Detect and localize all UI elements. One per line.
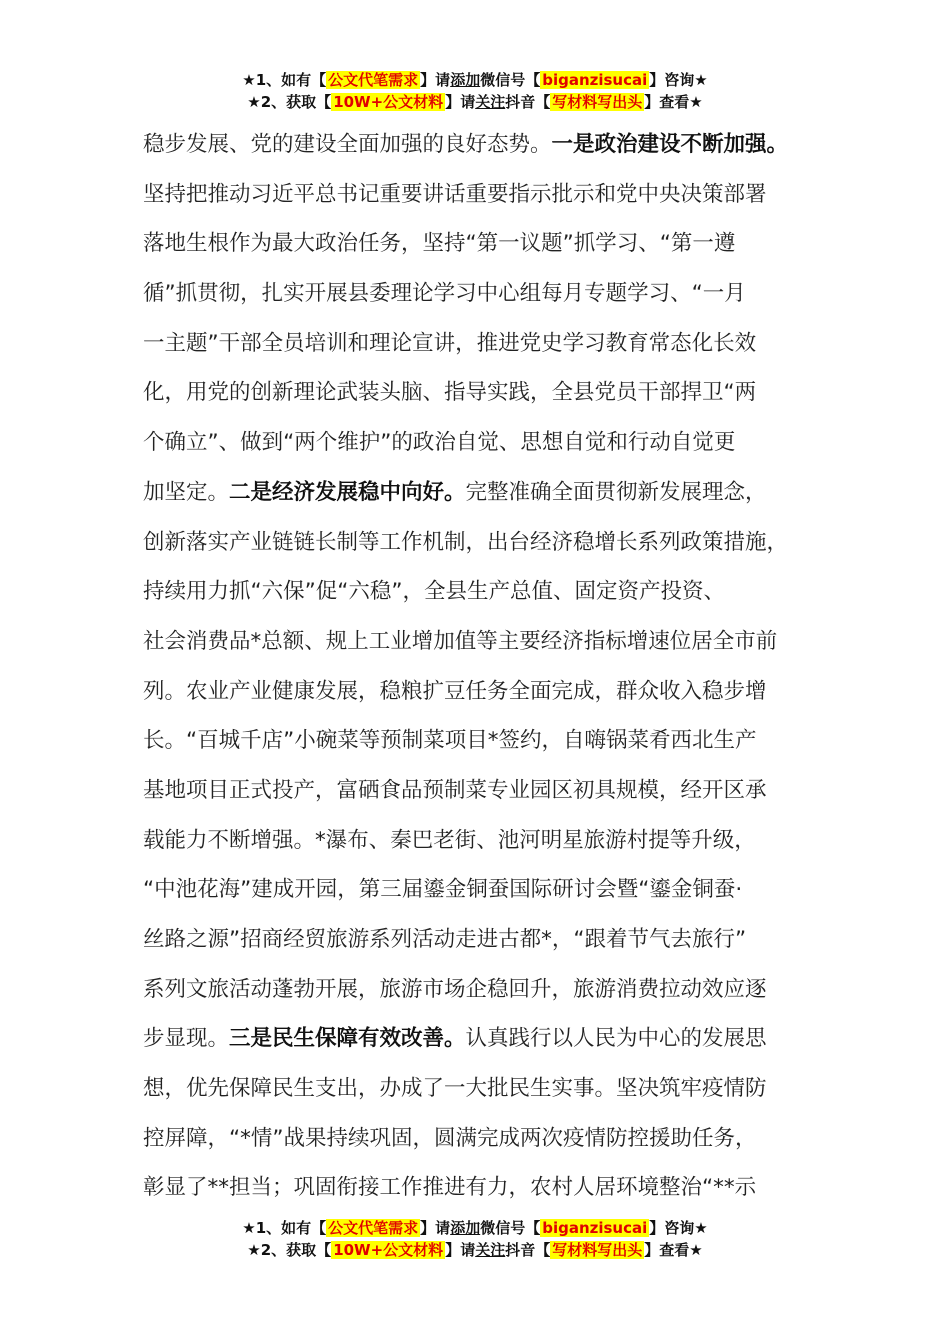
bold-heading: 一是政治建设不断加强。 [551,132,789,157]
text-run: 循”抓贯彻，扎实开展县委理论学习中心组每月专题学习、“一月 [143,281,746,307]
banner-text: ★1、如有【 [242,1219,327,1237]
highlight-douyin: 写材料写出头 [552,93,643,111]
text-line [143,518,833,568]
text-run: 载能力不断增强。*瀑布、秦巴老街、池河明星旅游村提等升级， [143,827,756,853]
text-run: 持续用力抓“六保”促“六稳”，全县生产总值、固定资产投资、 [143,579,726,605]
text-run: 完整准确全面贯彻新发展理念， [465,479,767,505]
text-line [143,766,833,816]
banner-underlined-text: 关注 [475,1241,506,1259]
highlight-wechat-id: biganzisucai [542,71,648,89]
banner-text: ★2、获取【 [247,1241,332,1259]
banner-line-1 [0,1218,950,1240]
banner-text: ★2、获取【 [247,93,332,111]
text-run: 一主题”干部全员培训和理论宣讲，推进党史学习教育常态化长效 [143,330,757,356]
text-run: 列。农业产业健康发展，稳粮扩豆任务全面完成，群众收入稳步增 [143,678,767,704]
highlight-materials: 10W+公文材料 [333,1241,444,1259]
banner-line-1 [0,70,950,92]
highlight-douyin: 写材料写出头 [552,1241,643,1259]
text-run: 化，用党的创新理论武装头脑、指导实践，全县党员干部捍卫“两 [143,380,757,406]
text-line [143,1014,833,1064]
text-line [143,468,833,518]
bold-heading: 三是民生保障有效改善。 [229,1026,466,1052]
text-run: 落地生根作为最大政治任务，坚持“第一议题”抓学习、“第一遵 [143,231,736,257]
text-run: 坚持把推动习近平总书记重要讲话重要指示批示和党中央决策部署 [143,181,767,207]
banner-line-2 [0,1240,950,1262]
banner-text: 】请 [445,1241,476,1259]
banner-text: 抖音【 [505,93,551,111]
highlight-service: 公文代笔需求 [328,1219,419,1237]
body-text [143,120,833,1213]
banner-underlined-text: 添加 [450,71,481,89]
text-run: 彰显了**担当；巩固衔接工作推进有力，农村人居环境整治“**示 [143,1175,757,1201]
text-run: 丝路之源”招商经贸旅游系列活动走进古都*，“跟着节气去旅行” [143,927,747,952]
text-line [143,617,833,667]
highlight-materials: 10W+公文材料 [333,93,444,111]
text-run: 加坚定。 [143,479,230,505]
banner-text: 】咨询★ [649,1219,708,1237]
banner-text: 】查看★ [644,93,703,111]
banner-line-2 [0,92,950,114]
text-line [143,319,833,369]
banner-text: 】请 [445,93,476,111]
text-run: 基地项目正式投产，富硒食品预制菜专业园区初具规模，经开区承 [143,777,767,803]
text-line [143,667,833,717]
text-run: 创新落实产业链链长制等工作机制，出台经济稳增长系列政策措施， [143,529,789,555]
text-line [143,716,833,766]
text-line [143,219,833,269]
banner-text: 抖音【 [505,1241,551,1259]
banner-text: 】查看★ [644,1241,703,1259]
footer-banner [0,1218,950,1262]
banner-text: ★1、如有【 [242,71,327,89]
text-line [143,965,833,1015]
text-line [143,368,833,418]
text-line [143,567,833,617]
text-line [143,170,833,220]
bold-heading: 二是经济发展稳中向好。 [229,479,466,505]
banner-text: 微信号【 [480,71,541,89]
text-run: 想，优先保障民生支出，办成了一大批民生实事。坚决筑牢疫情防 [143,1076,767,1102]
banner-text: 微信号【 [480,1219,541,1237]
banner-text: 】咨询★ [649,71,708,89]
highlight-wechat-id: biganzisucai [542,1219,648,1237]
header-banner [0,70,950,114]
text-line [143,269,833,319]
text-run: “中池花海”建成开园，第三届鎏金铜蚕国际研讨会暨“鎏金铜蚕· [143,877,743,903]
text-run: 长。“百城千店”小碗菜等预制菜项目*签约，自嗨锅菜肴西北生产 [143,728,757,754]
text-run: 控屏障，“*情”战果持续巩固，圆满完成两次疫情防控援助任务， [143,1125,757,1151]
text-run: 社会消费品*总额、规上工业增加值等主要经济指标增速位居全市前 [143,628,778,654]
text-line [143,120,833,170]
text-run: 个确立”、做到“两个维护”的政治自觉、思想自觉和行动自觉更 [143,430,736,456]
banner-text: 】请 [420,1219,451,1237]
banner-underlined-text: 添加 [450,1219,481,1237]
highlight-service: 公文代笔需求 [328,71,419,89]
text-run: 步显现。 [143,1026,230,1052]
text-run: 认真践行以人民为中心的发展思 [465,1026,767,1052]
banner-underlined-text: 关注 [475,93,506,111]
text-run: 稳步发展、党的建设全面加强的良好态势。 [143,132,552,157]
text-line [143,418,833,468]
text-line [143,865,833,915]
text-line [143,816,833,866]
text-line [143,1114,833,1164]
text-line [143,1163,833,1213]
text-run: 系列文旅活动蓬勃开展，旅游市场企稳回升，旅游消费拉动效应逐 [143,976,767,1002]
text-line [143,915,833,965]
banner-text: 】请 [420,71,451,89]
text-line [143,1064,833,1114]
